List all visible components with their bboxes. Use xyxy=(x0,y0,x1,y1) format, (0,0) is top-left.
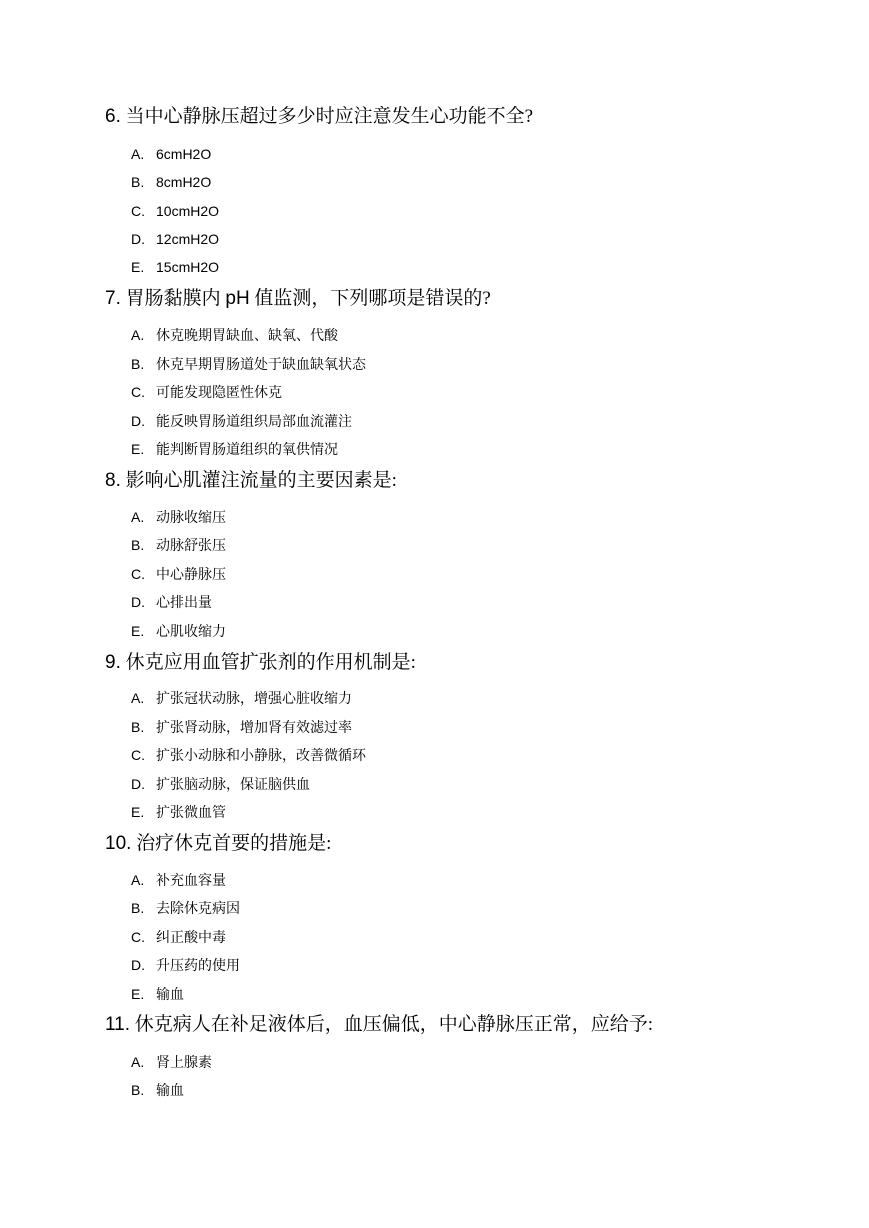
question-number: 8. xyxy=(105,470,121,491)
question-text: 休克应用血管扩张剂的作用机制是: xyxy=(125,652,416,673)
option-letter: A. xyxy=(131,872,145,888)
option-letter: C. xyxy=(131,384,145,400)
question-title xyxy=(105,650,416,676)
option-letter: A. xyxy=(131,327,145,343)
option-text: 10cmH2O xyxy=(156,203,220,219)
option-text: 补充血容量 xyxy=(156,874,226,889)
option-letter: D. xyxy=(131,413,145,429)
option-a xyxy=(131,870,226,890)
option-letter: E. xyxy=(131,259,145,275)
question-title xyxy=(105,104,533,130)
question-text: 休克病人在补足液体后，血压偏低，中心静脉压正常，应给予: xyxy=(134,1014,654,1035)
option-e xyxy=(131,802,226,822)
option-letter: C. xyxy=(131,747,145,763)
question-number: 10. xyxy=(105,833,132,854)
option-text: 心排出量 xyxy=(156,596,212,611)
option-text: 扩张冠状动脉，增强心脏收缩力 xyxy=(156,692,352,707)
question-number: 7. xyxy=(105,288,121,309)
option-letter: D. xyxy=(131,957,145,973)
option-letter: B. xyxy=(131,174,145,190)
question-title xyxy=(105,1012,653,1038)
option-letter: B. xyxy=(131,537,145,553)
option-text: 休克早期胃肠道处于缺血缺氧状态 xyxy=(156,358,366,373)
option-letter: D. xyxy=(131,231,145,247)
option-letter: B. xyxy=(131,719,145,735)
option-text: 休克晚期胃缺血、缺氧、代酸 xyxy=(156,329,338,344)
option-letter: D. xyxy=(131,594,145,610)
option-letter: E. xyxy=(131,986,145,1002)
option-text: 12cmH2O xyxy=(156,231,220,247)
option-b xyxy=(131,717,352,737)
option-letter: C. xyxy=(131,566,145,582)
option-text: 纠正酸中毒 xyxy=(156,931,226,946)
option-text: 心肌收缩力 xyxy=(156,625,226,640)
option-e xyxy=(131,439,338,459)
option-b xyxy=(131,1080,184,1100)
option-text: 肾上腺素 xyxy=(156,1056,212,1071)
option-a xyxy=(131,688,352,708)
option-e xyxy=(131,984,184,1004)
option-text: 能判断胃肠道组织的氧供情况 xyxy=(156,443,338,458)
option-d xyxy=(131,955,240,975)
option-b xyxy=(131,898,240,918)
question-text: 治疗休克首要的措施是: xyxy=(136,833,332,854)
option-text: 扩张肾动脉，增加肾有效滤过率 xyxy=(156,721,352,736)
option-text: 动脉收缩压 xyxy=(156,511,226,526)
option-letter: E. xyxy=(131,623,145,639)
option-c xyxy=(131,564,226,584)
option-e xyxy=(131,257,219,277)
option-b xyxy=(131,354,366,374)
question-text-part: pH xyxy=(225,288,250,309)
option-d xyxy=(131,774,310,794)
option-a xyxy=(131,507,226,527)
option-text: 去除休克病因 xyxy=(156,902,240,917)
option-letter: A. xyxy=(131,146,145,162)
option-a xyxy=(131,1052,212,1072)
option-letter: E. xyxy=(131,441,145,457)
option-c xyxy=(131,927,226,947)
option-d xyxy=(131,592,212,612)
option-letter: D. xyxy=(131,776,145,792)
option-b xyxy=(131,172,211,192)
option-text: 6cmH2O xyxy=(156,146,212,162)
question-title xyxy=(105,468,397,494)
question-text: 影响心肌灌注流量的主要因素是: xyxy=(125,470,397,491)
option-letter: C. xyxy=(131,203,145,219)
option-text: 15cmH2O xyxy=(156,259,220,275)
option-letter: C. xyxy=(131,929,145,945)
option-a xyxy=(131,325,338,345)
option-c xyxy=(131,201,219,221)
option-text: 可能发现隐匿性休克 xyxy=(156,386,282,401)
option-text: 扩张脑动脉，保证脑供血 xyxy=(156,778,310,793)
option-letter: A. xyxy=(131,1054,145,1070)
question-title xyxy=(105,286,491,312)
option-text: 扩张小动脉和小静脉，改善微循环 xyxy=(156,749,366,764)
option-letter: A. xyxy=(131,509,145,525)
option-text: 升压药的使用 xyxy=(156,959,240,974)
option-text: 能反映胃肠道组织局部血流灌注 xyxy=(156,415,352,430)
question-text-part: 胃肠黏膜内 xyxy=(125,288,226,309)
option-letter: B. xyxy=(131,1082,145,1098)
option-letter: B. xyxy=(131,900,145,916)
option-d xyxy=(131,229,219,249)
option-b xyxy=(131,535,226,555)
question-number: 11. xyxy=(105,1014,131,1035)
option-e xyxy=(131,621,226,641)
option-a xyxy=(131,144,211,164)
option-text: 动脉舒张压 xyxy=(156,539,226,554)
option-letter: A. xyxy=(131,690,145,706)
option-text: 输血 xyxy=(156,988,184,1003)
option-d xyxy=(131,411,352,431)
question-text-part: 值监测，下列哪项是错误的? xyxy=(249,288,491,309)
option-letter: E. xyxy=(131,804,145,820)
option-text: 扩张微血管 xyxy=(156,806,226,821)
option-text: 输血 xyxy=(156,1084,184,1099)
question-number: 9. xyxy=(105,652,121,673)
option-c xyxy=(131,382,282,402)
option-c xyxy=(131,745,366,765)
option-letter: B. xyxy=(131,356,145,372)
question-text: 当中心静脉压超过多少时应注意发生心功能不全? xyxy=(125,106,534,127)
question-title xyxy=(105,831,331,857)
question-number: 6. xyxy=(105,106,121,127)
option-text: 8cmH2O xyxy=(156,174,212,190)
option-text: 中心静脉压 xyxy=(156,568,226,583)
